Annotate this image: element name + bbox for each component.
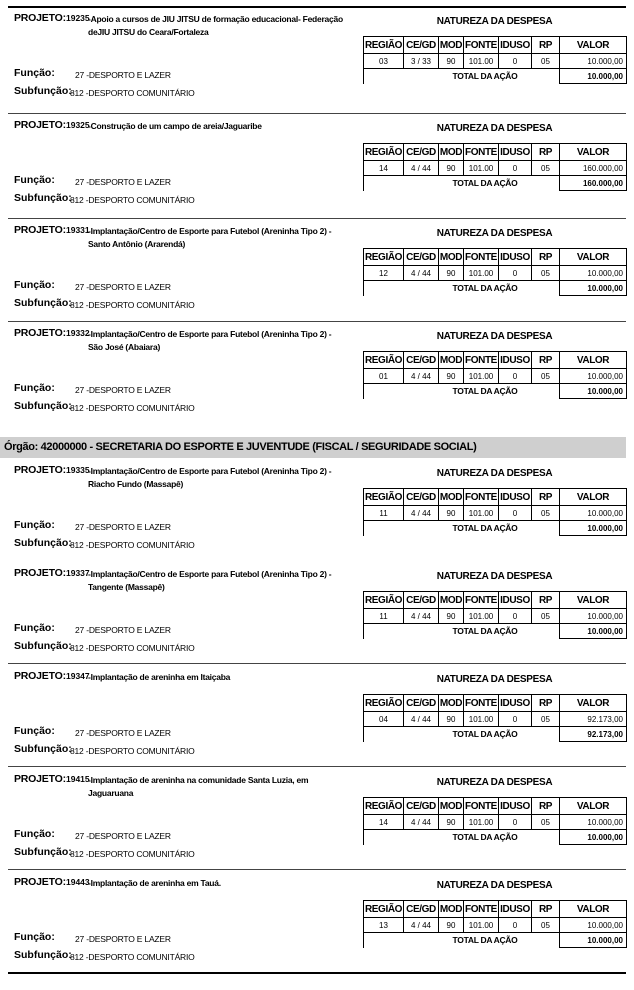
table-cell: 05 xyxy=(532,712,560,727)
column-header: MOD xyxy=(439,901,464,918)
table-cell: 90 xyxy=(439,609,464,624)
natureza-heading: NATUREZA DA DESPESA xyxy=(436,123,553,134)
column-header: CE/GD xyxy=(404,489,439,506)
projeto-label: PROJETO: xyxy=(14,670,66,682)
total-spacer xyxy=(364,933,439,948)
column-header: CE/GD xyxy=(404,144,439,161)
funcao-value: 27 -DESPORTO E LAZER xyxy=(75,282,171,292)
table-cell: 4 / 44 xyxy=(404,918,439,933)
project-description: -Implantação de areninha em Tauá. xyxy=(88,878,221,888)
table-header-row xyxy=(364,37,627,54)
table-cell: 4 / 44 xyxy=(404,369,439,384)
table-cell: 101.00 xyxy=(464,506,499,521)
table-cell: 05 xyxy=(532,918,560,933)
table-cell: 10.000,00 xyxy=(560,918,627,933)
subfuncao-value: 812 -DESPORTO COMUNITÁRIO xyxy=(70,195,195,205)
table-cell: 101.00 xyxy=(464,161,499,176)
table-cell: 05 xyxy=(532,161,560,176)
projeto-label: PROJETO: xyxy=(14,327,66,339)
natureza-heading: NATUREZA DA DESPESA xyxy=(436,331,553,342)
total-spacer xyxy=(532,281,560,296)
column-header: CE/GD xyxy=(404,798,439,815)
total-label: TOTAL DA AÇÃO xyxy=(452,523,518,534)
table-header-row xyxy=(364,352,627,369)
column-header: MOD xyxy=(439,144,464,161)
block-separator xyxy=(8,766,626,767)
total-label: TOTAL DA AÇÃO xyxy=(452,935,518,946)
table-cell: 90 xyxy=(439,369,464,384)
table-cell: 3 / 33 xyxy=(404,54,439,69)
funcao-value: 27 -DESPORTO E LAZER xyxy=(75,522,171,532)
project-block xyxy=(8,666,626,766)
column-header: RP xyxy=(532,901,560,918)
table-cell: 01 xyxy=(364,369,404,384)
total-spacer xyxy=(532,624,560,639)
table-cell: 0 xyxy=(499,369,532,384)
table-cell: 13 xyxy=(364,918,404,933)
column-header: IDUSO xyxy=(499,37,532,54)
column-header: VALOR xyxy=(560,249,627,266)
column-header: FONTE xyxy=(464,798,499,815)
table-row xyxy=(364,815,627,830)
natureza-heading: NATUREZA DA DESPESA xyxy=(436,777,553,788)
despesa-table xyxy=(363,248,627,296)
projeto-label: PROJETO: xyxy=(14,876,66,888)
table-cell: 10.000,00 xyxy=(560,266,627,281)
column-header: REGIÃO xyxy=(364,695,404,712)
total-spacer xyxy=(364,727,439,742)
table-cell: 160.000,00 xyxy=(560,161,627,176)
total-spacer xyxy=(364,521,439,536)
total-value: 10.000,00 xyxy=(560,830,627,845)
total-spacer xyxy=(364,384,439,399)
table-row xyxy=(364,506,627,521)
table-header-row xyxy=(364,249,627,266)
subfuncao-label: Subfunção: xyxy=(14,85,72,97)
table-cell: 10.000,00 xyxy=(560,54,627,69)
column-header: CE/GD xyxy=(404,352,439,369)
table-cell: 04 xyxy=(364,712,404,727)
subfuncao-value: 812 -DESPORTO COMUNITÁRIO xyxy=(70,746,195,756)
total-row xyxy=(364,176,627,191)
column-header: IDUSO xyxy=(499,901,532,918)
project-block xyxy=(8,460,626,560)
project-code: 19332 xyxy=(66,328,90,338)
funcao-value: 27 -DESPORTO E LAZER xyxy=(75,831,171,841)
total-label: TOTAL DA AÇÃO xyxy=(452,178,518,189)
total-row xyxy=(364,281,627,296)
table-cell: 05 xyxy=(532,266,560,281)
table-row xyxy=(364,918,627,933)
total-value: 10.000,00 xyxy=(560,933,627,948)
despesa-table xyxy=(363,900,627,948)
project-description: -Implantação/Centro de Esporte para Futebol (Areninha Tipo 2) - Santo Antônio (Ararendá) xyxy=(88,226,332,249)
table-cell: 4 / 44 xyxy=(404,609,439,624)
column-header: VALOR xyxy=(560,798,627,815)
column-header: VALOR xyxy=(560,37,627,54)
subfuncao-label: Subfunção: xyxy=(14,743,72,755)
subfuncao-value: 812 -DESPORTO COMUNITÁRIO xyxy=(70,88,195,98)
table-cell: 101.00 xyxy=(464,712,499,727)
project-block xyxy=(8,323,626,423)
total-spacer xyxy=(532,830,560,845)
column-header: MOD xyxy=(439,37,464,54)
total-label: TOTAL DA AÇÃO xyxy=(452,71,518,82)
column-header: VALOR xyxy=(560,352,627,369)
orgao-header: Órgão: 42000000 - SECRETARIA DO ESPORTE E JUVENTUDE (FISCAL / SEGURIDADE SOCIAL) xyxy=(0,437,626,458)
table-cell: 101.00 xyxy=(464,815,499,830)
column-header: RP xyxy=(532,798,560,815)
column-header: CE/GD xyxy=(404,695,439,712)
project-description: -Construção de um campo de areia/Jaguaribe xyxy=(88,121,262,131)
column-header: REGIÃO xyxy=(364,37,404,54)
column-header: MOD xyxy=(439,352,464,369)
column-header: VALOR xyxy=(560,592,627,609)
total-spacer xyxy=(364,69,439,84)
project-description: -Implantação de areninha na comunidade Santa Luzia, em Jaguaruana xyxy=(88,775,309,798)
total-value: 10.000,00 xyxy=(560,69,627,84)
natureza-heading: NATUREZA DA DESPESA xyxy=(436,16,553,27)
despesa-table xyxy=(363,591,627,639)
total-value: 10.000,00 xyxy=(560,521,627,536)
total-value: 92.173,00 xyxy=(560,727,627,742)
column-header: VALOR xyxy=(560,144,627,161)
subfuncao-label: Subfunção: xyxy=(14,537,72,549)
total-value: 160.000,00 xyxy=(560,176,627,191)
column-header: VALOR xyxy=(560,695,627,712)
column-header: REGIÃO xyxy=(364,798,404,815)
table-header-row xyxy=(364,592,627,609)
total-value: 10.000,00 xyxy=(560,384,627,399)
column-header: RP xyxy=(532,249,560,266)
project-block xyxy=(8,220,626,320)
table-cell: 101.00 xyxy=(464,266,499,281)
bottom-rule xyxy=(8,972,626,974)
column-header: FONTE xyxy=(464,901,499,918)
table-row xyxy=(364,266,627,281)
despesa-table xyxy=(363,143,627,191)
project-description: -Implantação/Centro de Esporte para Futebol (Areninha Tipo 2) - Tangente (Massapê) xyxy=(88,569,332,592)
table-cell: 10.000,00 xyxy=(560,815,627,830)
column-header: MOD xyxy=(439,695,464,712)
table-cell: 4 / 44 xyxy=(404,815,439,830)
project-block xyxy=(8,8,626,108)
column-header: RP xyxy=(532,592,560,609)
column-header: IDUSO xyxy=(499,489,532,506)
table-cell: 0 xyxy=(499,815,532,830)
column-header: FONTE xyxy=(464,489,499,506)
subfuncao-label: Subfunção: xyxy=(14,297,72,309)
despesa-table xyxy=(363,797,627,845)
projeto-label: PROJETO: xyxy=(14,12,66,24)
despesa-table xyxy=(363,488,627,536)
total-label: TOTAL DA AÇÃO xyxy=(452,832,518,843)
total-spacer xyxy=(532,176,560,191)
table-cell: 11 xyxy=(364,609,404,624)
natureza-heading: NATUREZA DA DESPESA xyxy=(436,571,553,582)
total-row xyxy=(364,933,627,948)
column-header: MOD xyxy=(439,249,464,266)
column-header: IDUSO xyxy=(499,249,532,266)
column-header: REGIÃO xyxy=(364,144,404,161)
table-row xyxy=(364,369,627,384)
subfuncao-label: Subfunção: xyxy=(14,400,72,412)
table-cell: 03 xyxy=(364,54,404,69)
table-cell: 4 / 44 xyxy=(404,712,439,727)
table-row xyxy=(364,712,627,727)
column-header: MOD xyxy=(439,489,464,506)
funcao-value: 27 -DESPORTO E LAZER xyxy=(75,385,171,395)
table-cell: 05 xyxy=(532,609,560,624)
project-code: 19325 xyxy=(66,120,90,130)
project-code: 19335 xyxy=(66,465,90,475)
project-description: -Implantação/Centro de Esporte para Futebol (Areninha Tipo 2) - Riacho Fundo (Massapê) xyxy=(88,466,332,489)
total-label: TOTAL DA AÇÃO xyxy=(452,729,518,740)
funcao-label: Função: xyxy=(14,382,55,394)
funcao-label: Função: xyxy=(14,622,55,634)
total-spacer xyxy=(364,176,439,191)
table-cell: 0 xyxy=(499,609,532,624)
subfuncao-label: Subfunção: xyxy=(14,846,72,858)
subfuncao-label: Subfunção: xyxy=(14,949,72,961)
total-label: TOTAL DA AÇÃO xyxy=(452,386,518,397)
table-cell: 10.000,00 xyxy=(560,506,627,521)
column-header: RP xyxy=(532,489,560,506)
table-cell: 4 / 44 xyxy=(404,506,439,521)
column-header: FONTE xyxy=(464,352,499,369)
column-header: IDUSO xyxy=(499,592,532,609)
funcao-value: 27 -DESPORTO E LAZER xyxy=(75,177,171,187)
subfuncao-value: 812 -DESPORTO COMUNITÁRIO xyxy=(70,300,195,310)
total-spacer xyxy=(532,69,560,84)
column-header: REGIÃO xyxy=(364,352,404,369)
column-header: CE/GD xyxy=(404,592,439,609)
subfuncao-value: 812 -DESPORTO COMUNITÁRIO xyxy=(70,952,195,962)
column-header: FONTE xyxy=(464,144,499,161)
table-cell: 14 xyxy=(364,815,404,830)
total-spacer xyxy=(364,624,439,639)
column-header: CE/GD xyxy=(404,901,439,918)
total-spacer xyxy=(364,830,439,845)
column-header: FONTE xyxy=(464,249,499,266)
table-cell: 10.000,00 xyxy=(560,609,627,624)
table-row xyxy=(364,161,627,176)
table-cell: 05 xyxy=(532,506,560,521)
table-cell: 0 xyxy=(499,712,532,727)
table-cell: 101.00 xyxy=(464,918,499,933)
table-cell: 12 xyxy=(364,266,404,281)
funcao-label: Função: xyxy=(14,174,55,186)
total-row xyxy=(364,521,627,536)
funcao-label: Função: xyxy=(14,279,55,291)
total-label: TOTAL DA AÇÃO xyxy=(452,283,518,294)
table-cell: 05 xyxy=(532,815,560,830)
column-header: RP xyxy=(532,144,560,161)
column-header: REGIÃO xyxy=(364,489,404,506)
table-cell: 0 xyxy=(499,918,532,933)
column-header: IDUSO xyxy=(499,695,532,712)
column-header: FONTE xyxy=(464,37,499,54)
column-header: VALOR xyxy=(560,489,627,506)
table-cell: 90 xyxy=(439,712,464,727)
column-header: IDUSO xyxy=(499,798,532,815)
total-spacer xyxy=(532,521,560,536)
column-header: REGIÃO xyxy=(364,249,404,266)
column-header: FONTE xyxy=(464,592,499,609)
projeto-label: PROJETO: xyxy=(14,773,66,785)
table-cell: 90 xyxy=(439,266,464,281)
table-cell: 05 xyxy=(532,369,560,384)
funcao-value: 27 -DESPORTO E LAZER xyxy=(75,934,171,944)
table-cell: 11 xyxy=(364,506,404,521)
natureza-heading: NATUREZA DA DESPESA xyxy=(436,468,553,479)
table-cell: 101.00 xyxy=(464,54,499,69)
column-header: REGIÃO xyxy=(364,592,404,609)
column-header: IDUSO xyxy=(499,144,532,161)
project-block xyxy=(8,872,626,972)
project-code: 19443 xyxy=(66,877,90,887)
subfuncao-label: Subfunção: xyxy=(14,192,72,204)
table-cell: 90 xyxy=(439,506,464,521)
table-cell: 90 xyxy=(439,54,464,69)
subfuncao-value: 812 -DESPORTO COMUNITÁRIO xyxy=(70,403,195,413)
total-row xyxy=(364,830,627,845)
column-header: FONTE xyxy=(464,695,499,712)
column-header: VALOR xyxy=(560,901,627,918)
project-code: 19235 xyxy=(66,13,90,23)
total-label: TOTAL DA AÇÃO xyxy=(452,626,518,637)
table-cell: 0 xyxy=(499,54,532,69)
table-cell: 4 / 44 xyxy=(404,266,439,281)
subfuncao-label: Subfunção: xyxy=(14,640,72,652)
subfuncao-value: 812 -DESPORTO COMUNITÁRIO xyxy=(70,643,195,653)
table-cell: 90 xyxy=(439,815,464,830)
natureza-heading: NATUREZA DA DESPESA xyxy=(436,674,553,685)
total-row xyxy=(364,624,627,639)
funcao-value: 27 -DESPORTO E LAZER xyxy=(75,728,171,738)
funcao-label: Função: xyxy=(14,67,55,79)
despesa-table xyxy=(363,36,627,84)
project-block xyxy=(8,115,626,215)
table-header-row xyxy=(364,798,627,815)
funcao-label: Função: xyxy=(14,828,55,840)
project-code: 19331 xyxy=(66,225,90,235)
total-value: 10.000,00 xyxy=(560,624,627,639)
total-row xyxy=(364,727,627,742)
total-value: 10.000,00 xyxy=(560,281,627,296)
project-block xyxy=(8,769,626,869)
table-row xyxy=(364,609,627,624)
total-spacer xyxy=(532,727,560,742)
table-cell: 05 xyxy=(532,54,560,69)
natureza-heading: NATUREZA DA DESPESA xyxy=(436,880,553,891)
column-header: MOD xyxy=(439,798,464,815)
column-header: RP xyxy=(532,695,560,712)
project-description: -Apoio a cursos de JIU JITSU de formação educacional- Federação deJIU JITSU do Ceara/Fortaleza xyxy=(88,14,343,37)
subfuncao-value: 812 -DESPORTO COMUNITÁRIO xyxy=(70,849,195,859)
project-code: 19415 xyxy=(66,774,90,784)
block-separator xyxy=(8,663,626,664)
table-cell: 92.173,00 xyxy=(560,712,627,727)
project-code: 19337 xyxy=(66,568,90,578)
total-spacer xyxy=(532,933,560,948)
table-cell: 0 xyxy=(499,161,532,176)
project-code: 19347 xyxy=(66,671,90,681)
table-header-row xyxy=(364,144,627,161)
table-cell: 101.00 xyxy=(464,369,499,384)
funcao-label: Função: xyxy=(14,725,55,737)
table-cell: 4 / 44 xyxy=(404,161,439,176)
column-header: RP xyxy=(532,352,560,369)
project-description: -Implantação de areninha em Itaiçaba xyxy=(88,672,231,682)
funcao-value: 27 -DESPORTO E LAZER xyxy=(75,70,171,80)
table-cell: 0 xyxy=(499,506,532,521)
despesa-table xyxy=(363,694,627,742)
table-cell: 14 xyxy=(364,161,404,176)
despesa-table xyxy=(363,351,627,399)
projeto-label: PROJETO: xyxy=(14,464,66,476)
table-row xyxy=(364,54,627,69)
projeto-label: PROJETO: xyxy=(14,567,66,579)
total-row xyxy=(364,384,627,399)
total-spacer xyxy=(364,281,439,296)
block-separator xyxy=(8,218,626,219)
funcao-label: Função: xyxy=(14,519,55,531)
projeto-label: PROJETO: xyxy=(14,224,66,236)
subfuncao-value: 812 -DESPORTO COMUNITÁRIO xyxy=(70,540,195,550)
total-row xyxy=(364,69,627,84)
total-spacer xyxy=(532,384,560,399)
table-header-row xyxy=(364,489,627,506)
table-cell: 101.00 xyxy=(464,609,499,624)
table-cell: 90 xyxy=(439,161,464,176)
column-header: IDUSO xyxy=(499,352,532,369)
natureza-heading: NATUREZA DA DESPESA xyxy=(436,228,553,239)
column-header: RP xyxy=(532,37,560,54)
table-cell: 90 xyxy=(439,918,464,933)
projeto-label: PROJETO: xyxy=(14,119,66,131)
funcao-value: 27 -DESPORTO E LAZER xyxy=(75,625,171,635)
project-block xyxy=(8,563,626,663)
table-header-row xyxy=(364,695,627,712)
column-header: CE/GD xyxy=(404,37,439,54)
funcao-label: Função: xyxy=(14,931,55,943)
table-header-row xyxy=(364,901,627,918)
column-header: CE/GD xyxy=(404,249,439,266)
project-description: -Implantação/Centro de Esporte para Futebol (Areninha Tipo 2) - São José (Abaiara) xyxy=(88,329,332,352)
column-header: MOD xyxy=(439,592,464,609)
block-separator xyxy=(8,113,626,114)
block-separator xyxy=(8,869,626,870)
table-cell: 10.000,00 xyxy=(560,369,627,384)
block-separator xyxy=(8,321,626,322)
column-header: REGIÃO xyxy=(364,901,404,918)
table-cell: 0 xyxy=(499,266,532,281)
